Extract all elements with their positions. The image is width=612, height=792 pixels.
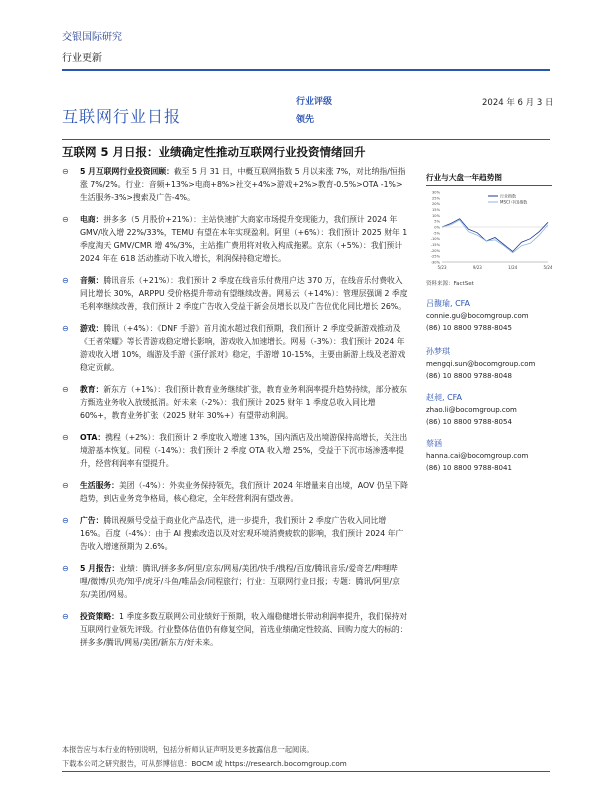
bullet-lead: 5 月互联网行业投资回顾： — [80, 167, 174, 176]
doc-type: 行业更新 — [62, 53, 102, 64]
analyst-email[interactable]: connie.gu@bocomgroup.com — [426, 312, 529, 320]
trend-chart-title: 行业与大盘一年趋势图 — [426, 172, 552, 186]
bullet-lead: 游戏： — [80, 324, 104, 333]
series-line-benchmark — [442, 220, 548, 253]
chart-source: 资料来源：FactSet — [426, 281, 474, 287]
title-rule — [62, 139, 550, 140]
bullet-list — [62, 165, 408, 658]
analyst-email[interactable]: zhao.li@bocomgroup.com — [426, 406, 517, 414]
y-tick-label: 20% — [432, 202, 440, 207]
y-tick-label: -30% — [430, 260, 440, 265]
bullet-item — [62, 479, 408, 505]
bullet-text: 截至 5 月 31 日，中概互联网指数 5 月以来涨 7%，对比纳指/恒指涨 7%/2%。行业：音频+13%>电商+8%>社交+4%>游戏+2%>教育-0.5%>OTA -1%>生活服务-3%>搜索及广告-4%。 — [80, 167, 406, 202]
analyst-phone: (86) 10 8800 9788-8048 — [426, 372, 512, 380]
bullet-item — [62, 514, 408, 553]
y-tick-label: -15% — [430, 243, 440, 247]
bullet-marker-icon: ⊖ — [62, 276, 69, 285]
brand-name: 交银国际研究 — [62, 32, 122, 43]
y-tick-label: 10% — [432, 213, 440, 218]
y-tick-label: -5% — [433, 231, 440, 236]
bullet-item — [62, 274, 408, 313]
bullet-text: 新东方（+1%）：我们预计教育业务继续扩张，教育业务利润率提升趋势持续，部分被东方甄选业务收入放缓抵消。好未来（-2%）：我们预计 2025 财年 1 季度总收入同比增 60%+，教育业务扩张（2025 财年 30%+）有望带动利润。 — [80, 385, 407, 420]
x-tick-label: 1/24 — [508, 265, 518, 270]
analyst-phone: (86) 10 8800 9788-8041 — [426, 464, 512, 472]
bullet-lead: 电商： — [80, 215, 104, 224]
bullet-marker-icon: ⊖ — [62, 481, 69, 490]
analyst-name: 吕馥瑜, CFA — [426, 299, 471, 308]
y-tick-label: 0% — [434, 225, 440, 230]
bullet-marker-icon: ⊖ — [62, 433, 69, 442]
report-title: 互联网 5 月日报：业绩确定性推动互联网行业投资情绪回升 — [62, 145, 366, 159]
y-tick-label: 30% — [432, 190, 440, 195]
bullet-marker-icon: ⊖ — [62, 516, 69, 525]
bullet-lead: 音频： — [80, 276, 104, 285]
analyst-card — [426, 392, 566, 428]
y-tick-label: -25% — [430, 254, 440, 259]
bullet-lead: 教育： — [80, 385, 104, 394]
analyst-name: 蔡涵 — [426, 439, 442, 448]
bullet-text: 携程（+2%）：我们预计 2 季度收入增速 13%，国内酒店及出境游保持高增长，关注出境游基本恢复。同程（-14%）：我们预计 2 季度 OTA 收入增 25%，受益于下沉市场渗透率提升，经营利润率有望提升。 — [80, 433, 408, 468]
bullet-text: 腾讯视频号受益于商业化产品迭代，进一步提升，我们预计 2 季度广告收入同比增 16%。百度（-4%）：由于 AI 搜索改造以及对宏观环境消费疲软的影响，我们预计 2024 年广告收入增速预期为 2.6%。 — [80, 516, 404, 551]
x-tick-label: 5/24 — [543, 265, 552, 270]
bullet-marker-icon: ⊖ — [62, 385, 69, 394]
bullet-text: 美团（-4%）：外卖业务保持领先，我们预计 2024 年增量来自出境，AOV 仍呈下降趋势，到店业务竞争格局，核心稳定，全年经营利润有望改善。 — [80, 481, 408, 503]
report-date: 2024 年 6 月 3 日 — [482, 98, 554, 108]
bullet-text: 腾讯音乐（+21%）：我们预计 2 季度在线音乐付费用户达 370 万，在线音乐付费收入同比增长 30%，ARPPU 受价格提升带动有望继续改善。网易云（+14%）：管理层强调 2 季度毛利率继续改善，我们预计 2 季度广告收入受益于新会员增长以及广告位优化同比增长 26%。 — [80, 276, 408, 311]
legend-label: MSCI 中国指数 — [500, 199, 528, 205]
analyst-name: 赵昶, CFA — [426, 393, 463, 402]
bullet-item — [62, 431, 408, 470]
bullet-marker-icon: ⊖ — [62, 167, 69, 176]
bullet-item — [62, 165, 408, 204]
analyst-email[interactable]: hanna.cai@bocomgroup.com — [426, 452, 529, 460]
bullet-text: 拼多多（5 月股价+21%）：主站快速扩大商家市场提升变现能力，我们预计 2024 年 GMV/收入增 22%/33%，TEMU 有望在本年实现盈利。阿里（+6%）：我们预计 2025 财年 1 季度淘天 GMV/CMR 增 4%/3%，主站推广费用将对收入构成拖累。京东（+5%）：我们预计 2024 年在 618 活动推动下收入增长，利润保持稳定增长。 — [80, 215, 408, 263]
bullet-marker-icon: ⊖ — [62, 564, 69, 573]
y-tick-label: -20% — [430, 248, 440, 253]
x-tick-label: 5/23 — [437, 265, 447, 270]
footer-rule — [62, 771, 550, 772]
bullet-item — [62, 383, 408, 422]
x-tick-label: 9/23 — [472, 265, 482, 270]
analyst-card — [426, 346, 566, 382]
bullet-marker-icon: ⊖ — [62, 612, 69, 621]
legend-label: 行业指数 — [500, 193, 516, 199]
bullet-text: 腾讯（+4%）：《DNF 手游》首月流水超过我们预期，我们预计 2 季度受新游戏推动及《王者荣耀》等长青游戏稳定增长影响，游戏收入加速增长。网易（-3%）：我们预计 2024 年游戏收入增 10%，端游及手游《蛋仔派对》稳定，手游增 10-15%，主要由新游上线及老游戏稳定贡献。 — [80, 324, 406, 372]
bullet-lead: 5 月报告： — [80, 564, 120, 573]
footer-download[interactable]: 下载本公司之研究报告，可从彭博信息：BOCM 或 https://research.bocomgroup.com — [62, 759, 347, 768]
analyst-phone: (86) 10 8800 9788-8054 — [426, 418, 512, 426]
rating-label: 行业评级 — [296, 97, 333, 107]
analyst-card — [426, 298, 566, 334]
analyst-phone: (86) 10 8800 9788-8045 — [426, 324, 512, 332]
footer-disclaimer: 本报告应与本行业的特别说明，包括分析师认证声明及更多披露信息一起阅读。 — [62, 745, 314, 754]
bullet-item — [62, 562, 408, 601]
bullet-text: 业绩：腾讯/拼多多/阿里/京东/网易/美团/快手/携程/百度/腾讯音乐/爱奇艺/哔哩哔哩/微博/贝壳/知乎/虎牙/斗鱼/唯品会/同程旅行；行业：互联网行业日报；专题：腾讯/阿里/京东/美团/网易。 — [80, 564, 400, 599]
bullet-marker-icon: ⊖ — [62, 324, 69, 333]
bullet-lead: 广告： — [80, 516, 104, 525]
bullet-text: 1 季度多数互联网公司业绩好于预期，收入端稳健增长带动利润率提升，我们保持对互联网行业领先评级。行业整体估值仍有修复空间，首选业绩确定性较高、回购力度大的标的：拼多多/腾讯/网易/美团/新东方/好未来。 — [80, 612, 408, 647]
bullet-item — [62, 610, 408, 649]
bullet-lead: 投资策略： — [80, 612, 119, 621]
y-tick-label: 25% — [432, 196, 440, 201]
series-line-industry — [442, 219, 548, 252]
y-tick-label: 15% — [432, 208, 440, 212]
bullet-lead: 生活服务： — [80, 481, 119, 490]
bullet-lead: OTA： — [80, 433, 106, 442]
trend-panel — [426, 172, 552, 287]
header-rule — [62, 69, 550, 71]
y-tick-label: 5% — [434, 219, 440, 224]
y-tick-label: -10% — [430, 237, 440, 242]
bullet-item — [62, 213, 408, 265]
bullet-marker-icon: ⊖ — [62, 215, 69, 224]
analyst-email[interactable]: mengqi.sun@bocomgroup.com — [426, 360, 536, 368]
section-title: 互联网行业日报 — [62, 107, 182, 126]
trend-chart — [426, 188, 552, 274]
bullet-item — [62, 322, 408, 374]
analyst-card — [426, 438, 566, 474]
analyst-name: 孙梦琪 — [426, 347, 450, 356]
rating-value: 领先 — [296, 115, 315, 125]
